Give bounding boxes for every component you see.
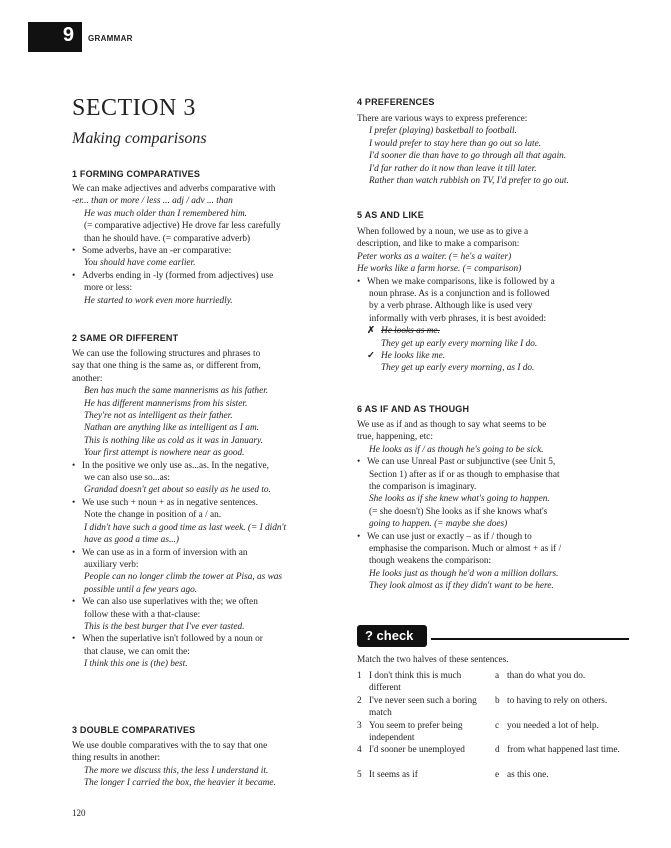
match-number: 2 <box>357 695 362 706</box>
text-line: There are various ways to express preference: <box>357 114 528 124</box>
section-3-body <box>72 740 338 790</box>
text-line: follow these with a that-clause: <box>84 609 201 620</box>
chapter-number: 9 <box>62 24 74 46</box>
heading-as-and-like: 5 AS AND LIKE <box>357 210 424 220</box>
running-head: GRAMMAR <box>88 34 133 43</box>
section-6-body <box>357 419 629 593</box>
text-line: we can also use so...as: <box>84 473 170 484</box>
check-banner <box>357 625 629 647</box>
example-line: going to happen. (= maybe she does) <box>369 519 508 530</box>
text-line: true, happening, etc: <box>357 432 433 443</box>
example-wrong-text: He looks as me. <box>381 326 440 337</box>
text-line: We use double comparatives with the to say that one <box>72 741 268 751</box>
check-rule <box>431 638 629 640</box>
text-line: Section 1) after as if or as though to emphasise that <box>369 469 560 480</box>
bullet-line: • When the superlative isn't followed by a noun or <box>72 633 338 645</box>
text-line: another: <box>72 373 103 384</box>
match-letter: c <box>495 720 500 731</box>
text-line: emphasise the comparison. Much or almost + as if / <box>369 544 562 555</box>
page-number: 120 <box>72 808 86 818</box>
bullet-line: • We use such + noun + as in negative sentences. <box>72 497 338 509</box>
bullet-line: • When we make comparisons, like is followed by a <box>357 276 629 288</box>
example-line: I didn't have such a good time as last week. (= I didn't <box>84 522 287 533</box>
match-right: than do what you do. <box>507 671 586 681</box>
example-line: I would prefer to stay here than go out so late. <box>369 138 542 149</box>
example-line: He looks as if / as though he's going to be sick. <box>369 444 544 455</box>
text-line: by a verb phrase. Although like is used very <box>369 301 533 312</box>
cross-icon: ✗ <box>367 326 375 337</box>
bullet-line: • Some adverbs, have an -er comparative: <box>72 245 338 257</box>
example-line: Peter works as a waiter. (= he's a waiter) <box>357 251 512 262</box>
example-line: possible until a few years ago. <box>84 584 198 595</box>
text-line: auxiliary verb: <box>84 559 139 570</box>
example-line: Nathan are anything like as intelligent as I am. <box>84 423 259 434</box>
heading-as-if-and-as-though: 6 AS IF AND AS THOUGH <box>357 404 470 414</box>
chapter-badge <box>28 22 82 52</box>
match-left: I don't think this is much different <box>369 671 462 694</box>
section-4-body <box>357 113 629 187</box>
text-line: thing results in another: <box>72 753 161 764</box>
bullet-line: • Adverbs ending in -ly (formed from adjectives) use <box>72 270 338 282</box>
text-line: We can make adjectives and adverbs comparative with <box>72 184 276 194</box>
example-line: Grandad doesn't get about so easily as he used to. <box>84 485 271 496</box>
match-letter: d <box>495 745 500 756</box>
match-number: 3 <box>357 720 362 731</box>
text-line: (= she doesn't) She looks as if she knows what's <box>369 506 548 517</box>
match-left: I've never seen such a boring match <box>369 695 477 719</box>
match-number: 4 <box>357 745 362 756</box>
match-row <box>357 744 629 769</box>
match-row <box>357 720 629 745</box>
heading-double-comparatives: 3 DOUBLE COMPARATIVES <box>72 725 196 735</box>
check-label-box <box>357 625 427 647</box>
example-line: She looks as if she knew what's going to happen. <box>369 494 550 505</box>
match-number: 1 <box>357 671 362 681</box>
text-line: (= comparative adjective) He drove far less carefully <box>84 221 281 232</box>
text-line: more or less: <box>84 283 133 294</box>
bullet-line: • We can also use superlatives with the; we often <box>72 596 338 608</box>
bullet-line: • We can use just or exactly – as if / though to <box>357 531 629 543</box>
example-line: People can no longer climb the tower at Pisa, as was <box>84 572 283 583</box>
match-row <box>357 695 629 720</box>
example-line: Your first attempt is nowhere near as good. <box>84 448 245 459</box>
text-line: We can use the following structures and phrases to <box>72 349 261 359</box>
match-row <box>357 670 629 695</box>
bullet-line: • In the positive we only use as...as. In the negative, <box>72 460 338 472</box>
text-line: description, and like to make a comparison: <box>357 239 520 250</box>
example-line: They're not as intelligent as their father. <box>84 411 233 422</box>
example-line: He looks just as though he'd won a million dollars. <box>369 568 559 579</box>
example-line: I'd sooner die than have to go through all that again. <box>369 151 567 162</box>
text-line: We use as if and as though to say what seems to be <box>357 420 547 430</box>
section-1-body <box>72 183 338 307</box>
text-line: Note the change in position of a / an. <box>84 510 222 521</box>
text-line: say that one thing is the same as, or different from, <box>72 361 261 372</box>
example-line: They get up early every morning, as I do. <box>381 363 535 374</box>
match-exercise <box>357 670 629 783</box>
example-right-text: He looks like me. <box>381 351 446 362</box>
match-letter: e <box>495 770 500 781</box>
match-left: You seem to prefer being independent <box>369 720 463 743</box>
example-line: They look almost as if they didn't want to be here. <box>369 581 554 592</box>
text-line: that clause, we can omit the: <box>84 646 190 657</box>
match-right: from what happened last time. <box>507 745 620 756</box>
example-line: This is the best burger that I've ever tasted. <box>84 621 245 632</box>
bullet-line: • We can use as in a form of inversion with an <box>72 547 338 559</box>
text-line: the comparison is imaginary. <box>369 482 477 493</box>
section-title: SECTION 3 <box>72 95 196 121</box>
check-label: ? check <box>365 628 414 643</box>
example-line: This is nothing like as cold as it was in January. <box>84 435 263 446</box>
text-line: informally with verb phrases, it is best avoided: <box>369 313 547 324</box>
example-line: Rather than watch rubbish on TV, I'd prefer to go out. <box>369 176 569 187</box>
example-line: He was much older than I remembered him. <box>84 208 248 219</box>
text-line: than he should have. (= comparative adverb) <box>84 233 251 244</box>
example-wrong-line <box>357 325 629 337</box>
text-line: -er... than or more / less ... adj / adv ... than <box>72 196 233 207</box>
tick-icon: ✓ <box>367 351 375 362</box>
match-number: 5 <box>357 770 362 781</box>
bullet-line: • We can use Unreal Past or subjunctive (see Unit 5, <box>357 456 629 468</box>
match-left: I'd sooner be unemployed <box>369 745 465 756</box>
example-line: The more we discuss this, the less I understand it. <box>84 765 269 776</box>
match-right: to having to rely on others. <box>507 695 608 706</box>
text-line: noun phrase. As is a conjunction and is followed <box>369 289 550 300</box>
text-line: When followed by a noun, we use as to give a <box>357 227 529 237</box>
match-right: as this one. <box>507 770 549 781</box>
match-left: It seems as if <box>369 770 418 781</box>
match-row <box>357 769 629 783</box>
example-line: The longer I carried the box, the heavier it became. <box>84 778 276 789</box>
heading-same-or-different: 2 SAME OR DIFFERENT <box>72 333 179 343</box>
text-line: though weakens the comparison: <box>369 556 492 567</box>
example-line: I think this one is (the) best. <box>84 659 188 670</box>
example-line: You should have come earlier. <box>84 258 196 269</box>
example-line: He started to work even more hurriedly. <box>84 295 233 306</box>
example-line: He has different mannerisms from his sister. <box>84 398 248 409</box>
example-line: Ben has much the same mannerisms as his father. <box>84 386 269 397</box>
example-line: have as good a time as...) <box>84 535 180 546</box>
example-line: He works like a farm horse. (= comparison) <box>357 264 522 275</box>
section-5-body <box>357 226 629 375</box>
match-letter: b <box>495 695 500 706</box>
example-right-line <box>357 350 629 362</box>
check-instruction: Match the two halves of these sentences. <box>357 655 509 665</box>
section-2-body <box>72 348 338 671</box>
example-line: They get up early every morning like I do. <box>381 338 538 349</box>
match-right: you needed a lot of help. <box>507 720 599 731</box>
example-line: I'd far rather do it now than leave it till later. <box>369 163 537 174</box>
heading-preferences: 4 PREFERENCES <box>357 97 435 107</box>
example-line: I prefer (playing) basketball to football. <box>369 126 517 137</box>
section-subtitle: Making comparisons <box>72 130 207 147</box>
heading-forming-comparatives: 1 FORMING COMPARATIVES <box>72 169 201 179</box>
match-letter: a <box>495 671 500 681</box>
